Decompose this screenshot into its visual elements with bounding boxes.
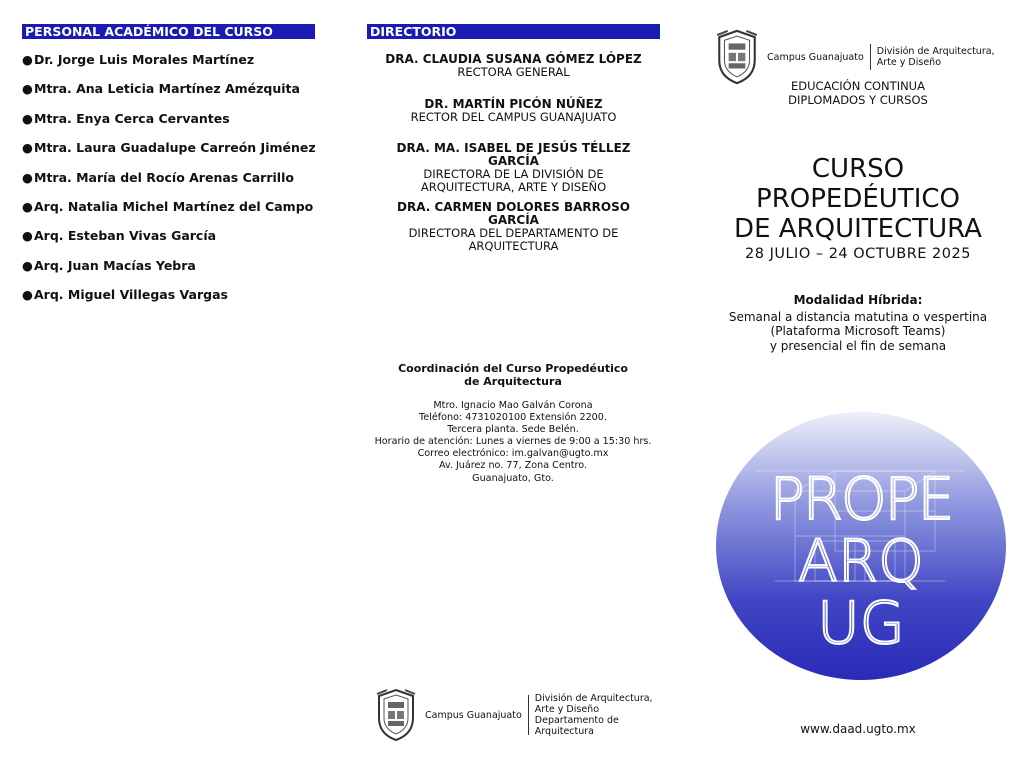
directory-header: DIRECTORIO [367, 24, 660, 39]
circle-graphic-svg [715, 411, 1007, 681]
staff-name: Mtra. Laura Guadalupe Carreón Jiménez [34, 140, 316, 156]
cover-panel [688, 0, 1026, 757]
staff-name: Dr. Jorge Luis Morales Martínez [34, 52, 255, 67]
coordination-info [360, 400, 666, 485]
modality-line: (Plataforma Microsoft Teams) [770, 324, 946, 338]
coordination-phone: Teléfono: 4731020100 Extensión 2200. [419, 412, 607, 424]
education-line: DIPLOMADOS Y CURSOS [788, 93, 928, 107]
university-seal-icon [373, 688, 419, 742]
course-title-line: PROPEDÉUTICO [756, 184, 960, 214]
modality-line: Semanal a distancia matutina o vespertina [728, 310, 988, 324]
staff-name: Mtra. Ana Leticia Martínez Amézquita [34, 81, 300, 97]
staff-name: Arq. Juan Macías Yebra [34, 257, 196, 273]
directory-entry [370, 142, 657, 194]
staff-item [22, 81, 316, 110]
directory-role: DIRECTORA DE LA DIVISIÓN DE ARQUITECTURA, ARTE Y DISEÑO [420, 167, 607, 194]
campus-label: Campus Guanajuato [425, 709, 522, 721]
course-dates: 28 JULIO – 24 OCTUBRE 2025 [745, 246, 971, 262]
staff-list [22, 52, 316, 317]
directory-entry [370, 53, 657, 79]
circle-word-prope: PROPE [769, 465, 953, 533]
coordination-location: Tercera planta. Sede Belén. [447, 424, 579, 436]
circle-word-arq: ARQ [798, 527, 924, 595]
staff-name: Arq. Natalia Michel Martínez del Campo [34, 198, 314, 214]
bullet-icon: ● [22, 110, 33, 126]
staff-name: Arq. Miguel Villegas Vargas [34, 287, 228, 303]
directory-name: DR. MARTÍN PICÓN NÚÑEZ [424, 97, 603, 111]
coordination-title: Coordinación del Curso Propedéutico de Arquitectura [398, 362, 628, 388]
campus-label: Campus Guanajuato [767, 51, 864, 63]
footer-logo [373, 688, 653, 742]
coordination-city: Guanajuato, Gto. [472, 472, 554, 484]
directory-name: DRA. MA. ISABEL DE JESÚS TÉLLEZ GARCÍA [396, 141, 631, 168]
staff-item [22, 287, 316, 316]
bullet-icon: ● [22, 198, 33, 214]
circle-word-ug: UG [817, 589, 905, 657]
academic-staff-header: PERSONAL ACADÉMICO DEL CURSO [22, 24, 315, 39]
directory-entry [370, 98, 657, 124]
coordination-hours: Horario de atención: Lunes a viernes de 9:00 a 15:30 hrs. [374, 436, 652, 448]
coordination-email: Correo electrónico: im.galvan@ugto.mx [417, 448, 609, 460]
logo-divider [870, 44, 871, 70]
staff-item [22, 228, 316, 257]
modality-title: Modalidad Híbrida: [793, 293, 923, 307]
coordinator-name: Mtro. Ignacio Mao Galván Corona [433, 400, 593, 411]
bullet-icon: ● [22, 287, 33, 303]
directory-panel [340, 0, 688, 757]
course-title-line: CURSO [811, 154, 905, 184]
division-label: División de Arquitectura, Arte y Diseño [876, 46, 995, 68]
staff-item [22, 258, 316, 287]
coordination-address: Av. Juárez no. 77, Zona Centro. [438, 460, 588, 472]
division-label: División de Arquitectura, Arte y Diseño Departamento de Arquitectura [534, 693, 653, 737]
directory-role: RECTORA GENERAL [457, 65, 570, 79]
bullet-icon: ● [22, 169, 33, 185]
staff-name: Mtra. Enya Cerca Cervantes [34, 110, 230, 126]
academic-staff-panel [0, 0, 340, 757]
staff-name: Arq. Esteban Vivas García [34, 228, 217, 244]
staff-item [22, 170, 316, 199]
logo-divider [528, 695, 529, 735]
staff-item [22, 52, 316, 81]
directory-name: DRA. CARMEN DOLORES BARROSO GARCÍA [397, 200, 630, 227]
bullet-icon: ● [22, 228, 33, 244]
directory-name: DRA. CLAUDIA SUSANA GÓMEZ LÓPEZ [385, 52, 642, 66]
bullet-icon: ● [22, 81, 33, 97]
education-line: EDUCACIÓN CONTINUA [791, 79, 925, 93]
bullet-icon: ● [22, 140, 33, 156]
directory-role: DIRECTORA DEL DEPARTAMENTO DE ARQUITECTURA [408, 226, 619, 253]
directory-role: RECTOR DEL CAMPUS GUANAJUATO [410, 110, 617, 124]
staff-item [22, 140, 316, 169]
bullet-icon: ● [22, 52, 33, 67]
header-logo [713, 28, 995, 86]
staff-name: Mtra. María del Rocío Arenas Carrillo [34, 169, 294, 185]
directory-entry [370, 201, 657, 253]
staff-item [22, 199, 316, 228]
modality-line: y presencial el fin de semana [769, 339, 947, 353]
propearq-circle-graphic [715, 411, 1007, 681]
staff-item [22, 111, 316, 140]
bullet-icon: ● [22, 257, 33, 273]
website-link[interactable]: www.daad.ugto.mx [800, 722, 916, 736]
course-title-line: DE ARQUITECTURA [734, 214, 982, 244]
university-seal-icon [713, 28, 761, 86]
